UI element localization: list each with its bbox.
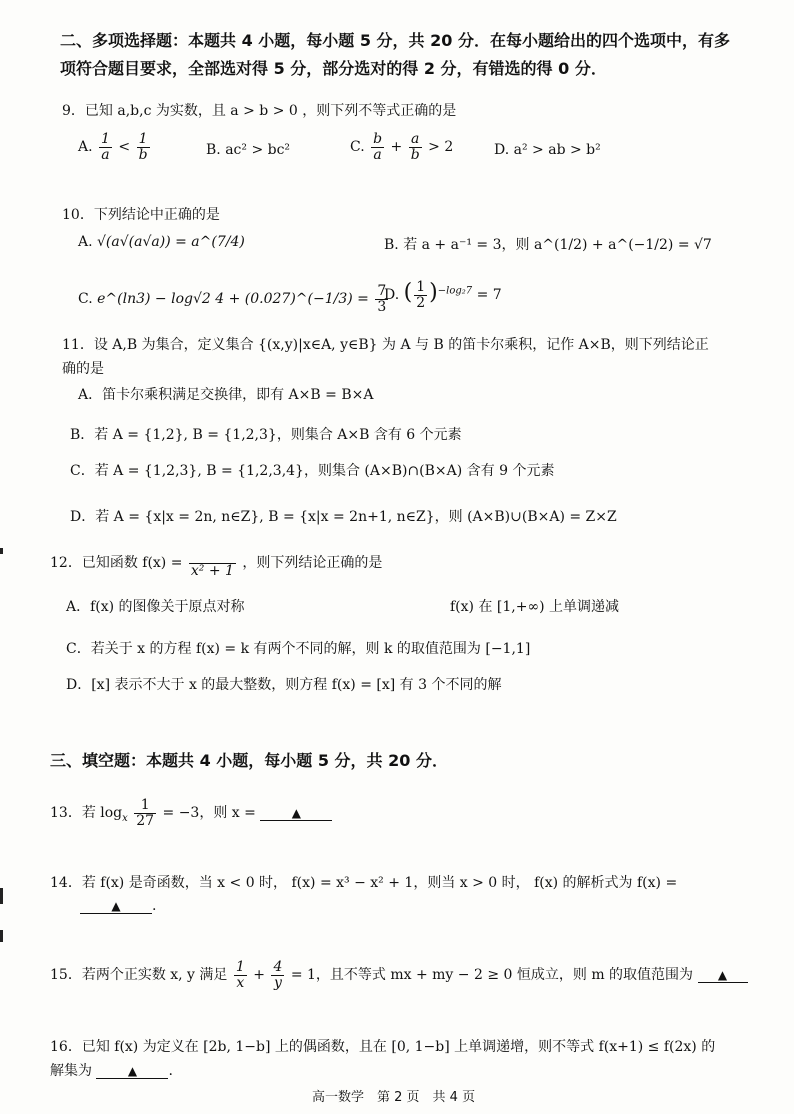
q9-option-a: A. $\frac{1}{a}$ < $\frac{1}{b}$ <box>78 131 148 163</box>
page-footer: 高一数学 第 2 页 共 4 页 <box>312 1090 476 1105</box>
fraction: $\frac{7}{3}$ <box>377 283 387 315</box>
q11-stem-2: 确的是 <box>62 361 104 377</box>
q12-option-c: C．若关于 x 的方程 f(x) = k 有两个不同的解，则 k 的取值范围为 [−1,1] <box>66 641 531 657</box>
fraction: $\frac{b}{a}$ <box>373 131 383 163</box>
q16-end: . <box>168 1063 173 1079</box>
q14-line1: 14．若 f(x) 是奇函数，当 x < 0 时， f(x) = x³ − x² + 1，则当 x > 0 时， f(x) 的解析式为 f(x) = <box>50 875 678 891</box>
q12-option-a: A．f(x) 的图像关于原点对称 <box>66 599 245 615</box>
q15-pre: 15．若两个正实数 x, y 满足 <box>50 967 228 984</box>
fraction: $\frac{4}{y}$ <box>273 959 283 991</box>
scan-mark <box>0 548 3 554</box>
q13-log-base: x <box>122 812 128 824</box>
q14-end: . <box>152 898 157 914</box>
q16-line1: 16．已知 f(x) 为定义在 [2b, 1−b] 上的偶函数，且在 [0, 1−b] 上单调递增，则不等式 f(x+1) ≤ f(2x) 的 <box>50 1039 716 1055</box>
q10-option-d: D. ( $\frac{1}{2}$ )$^{-log_27}$ = 7 <box>384 279 502 311</box>
scan-mark <box>0 888 3 904</box>
q9-stem: 9．已知 a,b,c 为实数，且 a > b > 0 ，则下列不等式正确的是 <box>62 103 457 119</box>
fraction: $\frac{1}{27}$ <box>136 797 155 829</box>
q10-stem: 10．下列结论中正确的是 <box>62 207 220 223</box>
q11-option-b: B．若 A = {1,2}, B = {1,2,3}，则集合 A×B 含有 6 个元素 <box>70 427 462 443</box>
q10-a-label: A. <box>78 234 93 250</box>
q9-option-b: B. ac² > bc² <box>206 142 291 158</box>
q16-line2-pre: 解集为 <box>50 1063 92 1079</box>
q9-option-d: D. a² > ab > b² <box>494 142 601 158</box>
fraction: $\frac{1}{a}$ <box>101 131 110 163</box>
q12-option-d: D．[x] 表示不大于 x 的最大整数，则方程 f(x) = [x] 有 3 个不同的解 <box>66 677 502 693</box>
fraction <box>189 548 236 578</box>
fraction: $\frac{a}{b}$ <box>410 131 420 163</box>
triangle-mark: ▲ <box>717 968 728 983</box>
q10-d-label: D. <box>384 287 400 304</box>
q10-option-b: B. 若 a + a⁻¹ = 3，则 a^(1/2) + a^(−1/2) = √7 <box>384 237 712 253</box>
q9-a-label: A. <box>78 139 93 156</box>
q14-line2 <box>80 898 156 914</box>
q16-line2 <box>50 1060 173 1080</box>
q15-line: 15．若两个正实数 x, y 满足 $\frac{1}{x}$ + $\frac{4}{y}$ = 1，且不等式 mx + my − 2 ≥ 0 恒成立，则 m 的取值范围为 ▲ <box>50 960 748 990</box>
q11-option-d: D．若 A = {x|x = 2n, n∈Z}, B = {x|x = 2n+1, n∈Z}，则 (A×B)∪(B×A) = Z×Z <box>70 509 617 525</box>
section2-line2: 项符合题目要求，全部选对得 5 分，部分选对的得 2 分，有错选的得 0 分． <box>60 59 607 78</box>
triangle-mark: ▲ <box>127 1064 138 1078</box>
q9-c-label: C. <box>350 139 365 156</box>
fraction: $\frac{1}{b}$ <box>138 131 148 163</box>
q10-c-expr: e^(ln3) − log√2 4 + (0.027)^(−1/3) = <box>97 291 369 308</box>
q12-stem-post: ，则下列结论正确的是 <box>242 555 383 572</box>
triangle-mark: ▲ <box>291 806 301 821</box>
q9-c-tail: > 2 <box>428 139 454 156</box>
answer-blank[interactable] <box>260 806 332 821</box>
q10-d-expr: = 7 <box>476 287 502 304</box>
section3-title: 三、填空题：本题共 4 小题，每小题 5 分，共 20 分． <box>50 751 448 770</box>
q11-option-c: C．若 A = {1,2,3}, B = {1,2,3,4}，则集合 (A×B)∩(B×A) 含有 9 个元素 <box>70 463 555 479</box>
q12-option-b: f(x) 在 [1,+∞) 上单调递减 <box>450 599 620 615</box>
q11-option-a: A．笛卡尔乘积满足交换律，即有 A×B = B×A <box>78 387 374 403</box>
q13-pre: 13．若 log <box>50 805 123 822</box>
q12-denominator: x² + 1 <box>190 562 234 579</box>
answer-blank[interactable] <box>698 968 748 983</box>
scan-mark <box>0 930 3 942</box>
q9-option-c: C. $\frac{b}{a}$ + $\frac{a}{b}$ > 2 <box>350 131 454 163</box>
q10-c-label: C. <box>78 291 93 308</box>
answer-blank[interactable] <box>96 1064 168 1079</box>
triangle-mark: ▲ <box>111 899 121 913</box>
q13-post: = −3，则 x = <box>162 805 256 822</box>
answer-blank[interactable] <box>80 899 152 914</box>
q11-stem-1: 11．设 A,B 为集合，定义集合 {(x,y)|x∈A, y∈B} 为 A 与 B 的笛卡尔乘积，记作 A×B，则下列结论正 <box>62 337 709 353</box>
fraction: $\frac{1}{2}$ <box>416 279 426 311</box>
fraction: $\frac{1}{x}$ <box>235 959 245 991</box>
q12-stem <box>50 548 382 578</box>
q15-post: = 1，且不等式 mx + my − 2 ≥ 0 恒成立，则 m 的取值范围为 <box>290 967 694 984</box>
q10-option-c <box>78 284 390 314</box>
q13-line <box>50 798 332 828</box>
q10-a-expr: √(a√(a√a)) = a^(7/4) <box>97 234 245 250</box>
q10-option-a <box>78 234 245 250</box>
q12-stem-pre: 12．已知函数 f(x) = <box>50 555 183 572</box>
section2-line1: 二、多项选择题：本题共 4 小题，每小题 5 分，共 20 分．在每小题给出的四个选项中，有多 <box>60 31 730 50</box>
